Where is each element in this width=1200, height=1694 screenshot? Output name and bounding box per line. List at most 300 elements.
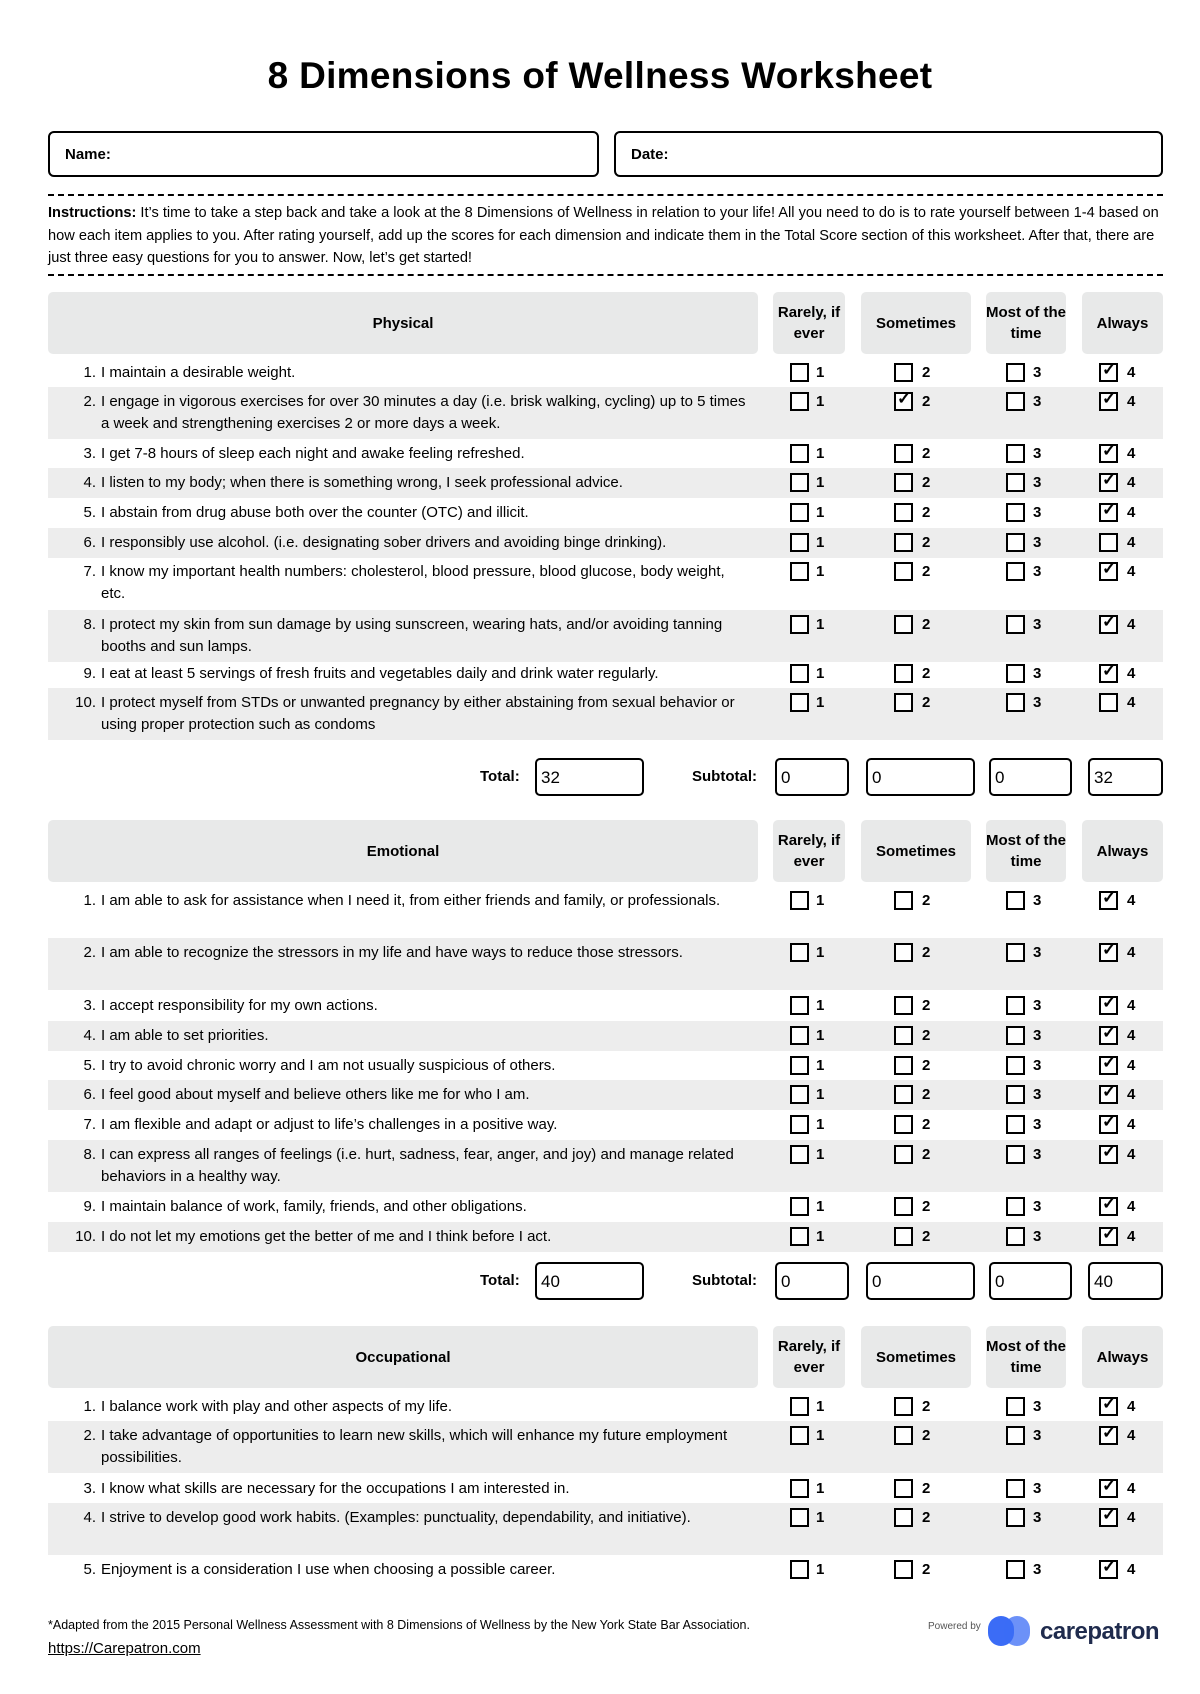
rating-value: 2	[922, 944, 931, 961]
item-text: I eat at least 5 servings of fresh fruits and vegetables daily and drink water regularly.	[101, 665, 659, 682]
column-header: Sometimes	[861, 292, 971, 354]
rating-checkbox[interactable]	[894, 1145, 913, 1164]
list-item	[70, 1226, 750, 1248]
rating-checkbox[interactable]	[1006, 693, 1025, 712]
rating-value: 4	[1127, 1398, 1136, 1415]
rating-checkbox[interactable]	[790, 473, 809, 492]
rating-checkbox[interactable]	[790, 363, 809, 382]
rating-checkbox[interactable]	[1099, 444, 1118, 463]
item-text: I protect myself from STDs or unwanted pregnancy by either abstaining from sexual behavior or using proper protection such as condoms	[101, 694, 735, 733]
date-label: Date:	[631, 146, 669, 163]
rating-checkbox[interactable]	[1099, 996, 1118, 1015]
rating-checkbox[interactable]	[1006, 562, 1025, 581]
rating-checkbox[interactable]	[1099, 1560, 1118, 1579]
rating-value: 1	[816, 563, 825, 580]
name-field[interactable]	[48, 131, 599, 177]
rating-checkbox[interactable]	[894, 473, 913, 492]
rating-checkbox[interactable]	[1006, 392, 1025, 411]
rating-value: 1	[816, 534, 825, 551]
rating-value: 4	[1127, 944, 1136, 961]
rating-value: 3	[1033, 616, 1042, 633]
item-text: I am able to set priorities.	[101, 1027, 269, 1044]
rating-checkbox[interactable]	[894, 444, 913, 463]
item-text: I am able to ask for assistance when I need it, from either friends and family, or professionals.	[101, 892, 721, 909]
rating-value: 2	[922, 1198, 931, 1215]
rating-checkbox[interactable]	[790, 1026, 809, 1045]
item-text: I can express all ranges of feelings (i.e. hurt, sadness, fear, anger, and joy) and manage related behaviors in a healthy way.	[101, 1146, 734, 1185]
rating-checkbox[interactable]	[790, 693, 809, 712]
rating-checkbox[interactable]	[1099, 1397, 1118, 1416]
rating-checkbox[interactable]	[1099, 615, 1118, 634]
rating-value: 1	[816, 504, 825, 521]
rating-checkbox[interactable]	[1099, 664, 1118, 683]
rating-value: 3	[1033, 1116, 1042, 1133]
item-number: 1.	[83, 364, 96, 381]
list-item	[70, 663, 750, 685]
section-header-physical: Physical	[48, 292, 758, 354]
rating-checkbox[interactable]	[1006, 1056, 1025, 1075]
list-item	[70, 391, 750, 435]
rating-checkbox[interactable]	[894, 615, 913, 634]
rating-checkbox[interactable]	[894, 891, 913, 910]
column-header: Rarely, if ever	[773, 820, 845, 882]
item-text: I know what skills are necessary for the occupations I am interested in.	[101, 1480, 570, 1497]
rating-checkbox[interactable]	[894, 392, 913, 411]
rating-value: 1	[816, 1027, 825, 1044]
rating-value: 3	[1033, 563, 1042, 580]
rating-checkbox[interactable]	[790, 996, 809, 1015]
rating-value: 3	[1033, 997, 1042, 1014]
rating-checkbox[interactable]	[1099, 533, 1118, 552]
item-text: I responsibly use alcohol. (i.e. designating sober drivers and avoiding binge drinking).	[101, 534, 667, 551]
rating-value: 3	[1033, 364, 1042, 381]
column-header: Sometimes	[861, 820, 971, 882]
rating-checkbox[interactable]	[894, 1056, 913, 1075]
list-item	[70, 614, 750, 658]
rating-checkbox[interactable]	[1099, 562, 1118, 581]
rating-checkbox[interactable]	[894, 943, 913, 962]
rating-checkbox[interactable]	[1006, 1227, 1025, 1246]
rating-checkbox[interactable]	[1006, 1397, 1025, 1416]
rating-value: 4	[1127, 1509, 1136, 1526]
list-item	[70, 1559, 750, 1581]
rating-checkbox[interactable]	[894, 1026, 913, 1045]
rating-checkbox[interactable]	[790, 1479, 809, 1498]
rating-value: 4	[1127, 474, 1136, 491]
rating-value: 3	[1033, 474, 1042, 491]
rating-value: 1	[816, 1086, 825, 1103]
subtotal-field[interactable]: 40	[1088, 1262, 1163, 1300]
subtotal-field[interactable]: 0	[989, 1262, 1072, 1300]
rating-value: 3	[1033, 534, 1042, 551]
item-text: I engage in vigorous exercises for over 30 minutes a day (i.e. brisk walking, cycling) up to 5 times a week and strengthening exercises 2 or more days a week.	[101, 393, 746, 432]
rating-checkbox[interactable]	[790, 392, 809, 411]
rating-value: 3	[1033, 504, 1042, 521]
item-text: I try to avoid chronic worry and I am not usually suspicious of others.	[101, 1057, 556, 1074]
rating-value: 2	[922, 1027, 931, 1044]
rating-checkbox[interactable]	[790, 664, 809, 683]
rating-checkbox[interactable]	[1099, 1115, 1118, 1134]
rating-value: 2	[922, 534, 931, 551]
rating-value: 1	[816, 665, 825, 682]
rating-value: 2	[922, 364, 931, 381]
rating-value: 2	[922, 1146, 931, 1163]
rating-value: 2	[922, 393, 931, 410]
rating-value: 1	[816, 474, 825, 491]
rating-checkbox[interactable]	[1099, 891, 1118, 910]
rating-value: 1	[816, 1561, 825, 1578]
instructions-body: It’s time to take a step back and take a look at the 8 Dimensions of Wellness in relation to your life! All you need to do is to rate yourself between 1-4 based on how each item applies to you. After rating yourself, add up the scores for each dimension and indicate them in the Total Score section of this worksheet. After that, there are just three easy questions for you to answer. Now, let’s get started!	[48, 205, 1159, 266]
rating-checkbox[interactable]	[894, 996, 913, 1015]
rating-checkbox[interactable]	[1006, 533, 1025, 552]
item-text: I get 7-8 hours of sleep each night and awake feeling refreshed.	[101, 445, 525, 462]
rating-value: 2	[922, 1116, 931, 1133]
rating-value: 1	[816, 1198, 825, 1215]
list-item	[70, 472, 750, 494]
rating-value: 2	[922, 474, 931, 491]
rating-value: 3	[1033, 1086, 1042, 1103]
rating-value: 2	[922, 1480, 931, 1497]
item-text: I take advantage of opportunities to learn new skills, which will enhance my future employment possibilities.	[101, 1427, 728, 1466]
total-field[interactable]: 40	[535, 1262, 644, 1300]
rating-checkbox[interactable]	[894, 664, 913, 683]
instructions-heading: Instructions:	[48, 205, 137, 221]
item-number: 3.	[83, 997, 96, 1014]
date-field[interactable]	[614, 131, 1163, 177]
rating-value: 4	[1127, 504, 1136, 521]
footer-note: *Adapted from the 2015 Personal Wellness Assessment with 8 Dimensions of Wellness by the New York State Bar Association.	[48, 1618, 750, 1632]
rating-value: 4	[1127, 364, 1136, 381]
item-number: 2.	[83, 1427, 96, 1444]
rating-checkbox[interactable]	[1099, 1026, 1118, 1045]
item-number: 9.	[83, 1198, 96, 1215]
item-text: I listen to my body; when there is something wrong, I seek professional advice.	[101, 474, 623, 491]
rating-value: 2	[922, 997, 931, 1014]
rating-value: 1	[816, 1398, 825, 1415]
item-number: 5.	[83, 1057, 96, 1074]
rating-value: 3	[1033, 1057, 1042, 1074]
rating-value: 2	[922, 1427, 931, 1444]
instructions	[48, 202, 1163, 270]
rating-value: 3	[1033, 1561, 1042, 1578]
rating-checkbox[interactable]	[790, 1560, 809, 1579]
column-header: Always	[1082, 820, 1163, 882]
rating-value: 1	[816, 694, 825, 711]
subtotal-label: Subtotal:	[692, 1272, 757, 1289]
name-label: Name:	[65, 146, 111, 163]
rating-value: 4	[1127, 393, 1136, 410]
rating-checkbox[interactable]	[894, 533, 913, 552]
rating-value: 1	[816, 445, 825, 462]
rating-checkbox[interactable]	[1006, 996, 1025, 1015]
rating-value: 3	[1033, 1228, 1042, 1245]
rating-value: 4	[1127, 1228, 1136, 1245]
rating-checkbox[interactable]	[790, 444, 809, 463]
rating-checkbox[interactable]	[1006, 1197, 1025, 1216]
rating-value: 3	[1033, 665, 1042, 682]
subtotal-field[interactable]: 0	[775, 758, 849, 796]
rating-value: 1	[816, 1509, 825, 1526]
rating-checkbox[interactable]	[894, 1508, 913, 1527]
section-header-occupational: Occupational	[48, 1326, 758, 1388]
rating-checkbox[interactable]	[1006, 1508, 1025, 1527]
item-number: 8.	[83, 616, 96, 633]
rating-value: 4	[1127, 1561, 1136, 1578]
rating-value: 2	[922, 616, 931, 633]
rating-value: 4	[1127, 997, 1136, 1014]
list-item	[70, 1025, 750, 1047]
item-text: I balance work with play and other aspects of my life.	[101, 1398, 453, 1415]
item-text: I do not let my emotions get the better of me and I think before I act.	[101, 1228, 552, 1245]
list-item	[70, 1055, 750, 1077]
item-number: 5.	[83, 504, 96, 521]
item-number: 7.	[83, 563, 96, 580]
rating-checkbox[interactable]	[1006, 664, 1025, 683]
divider	[48, 194, 1163, 196]
carepatron-logo-icon	[988, 1614, 1034, 1648]
rating-value: 1	[816, 1228, 825, 1245]
list-item	[70, 1396, 750, 1418]
rating-checkbox[interactable]	[1006, 1115, 1025, 1134]
column-header: Rarely, if ever	[773, 1326, 845, 1388]
rating-checkbox[interactable]	[1006, 1426, 1025, 1445]
rating-checkbox[interactable]	[1006, 1026, 1025, 1045]
rating-value: 1	[816, 1057, 825, 1074]
item-text: I feel good about myself and believe others like me for who I am.	[101, 1086, 530, 1103]
column-header: Always	[1082, 1326, 1163, 1388]
rating-checkbox[interactable]	[1006, 1560, 1025, 1579]
rating-value: 2	[922, 694, 931, 711]
rating-value: 1	[816, 364, 825, 381]
rating-checkbox[interactable]	[1006, 943, 1025, 962]
rating-checkbox[interactable]	[790, 615, 809, 634]
rating-value: 1	[816, 393, 825, 410]
rating-value: 4	[1127, 665, 1136, 682]
rating-checkbox[interactable]	[790, 1508, 809, 1527]
item-number: 4.	[83, 1027, 96, 1044]
rating-checkbox[interactable]	[790, 503, 809, 522]
rating-checkbox[interactable]	[1099, 693, 1118, 712]
rating-checkbox[interactable]	[1006, 1479, 1025, 1498]
rating-checkbox[interactable]	[894, 363, 913, 382]
item-text: Enjoyment is a consideration I use when choosing a possible career.	[101, 1561, 556, 1578]
rating-value: 2	[922, 892, 931, 909]
subtotal-field[interactable]: 32	[1088, 758, 1163, 796]
rating-value: 3	[1033, 892, 1042, 909]
section-header-emotional: Emotional	[48, 820, 758, 882]
item-text: I am able to recognize the stressors in my life and have ways to reduce those stressors.	[101, 944, 683, 961]
rating-value: 3	[1033, 1027, 1042, 1044]
rating-value: 4	[1127, 1116, 1136, 1133]
rating-value: 3	[1033, 393, 1042, 410]
list-item	[70, 443, 750, 465]
list-item	[70, 1196, 750, 1218]
rating-value: 1	[816, 616, 825, 633]
item-text: I abstain from drug abuse both over the counter (OTC) and illicit.	[101, 504, 529, 521]
rating-checkbox[interactable]	[1099, 1056, 1118, 1075]
rating-value: 4	[1127, 1086, 1136, 1103]
rating-value: 2	[922, 563, 931, 580]
rating-checkbox[interactable]	[894, 1426, 913, 1445]
rating-checkbox[interactable]	[790, 1115, 809, 1134]
item-number: 3.	[83, 1480, 96, 1497]
rating-value: 3	[1033, 1427, 1042, 1444]
rating-checkbox[interactable]	[894, 1115, 913, 1134]
rating-checkbox[interactable]	[1099, 1145, 1118, 1164]
rating-checkbox[interactable]	[790, 1085, 809, 1104]
subtotal-field[interactable]: 0	[989, 758, 1072, 796]
subtotal-field[interactable]: 0	[866, 758, 975, 796]
rating-checkbox[interactable]	[894, 1197, 913, 1216]
rating-value: 2	[922, 1228, 931, 1245]
rating-checkbox[interactable]	[1006, 1145, 1025, 1164]
item-number: 6.	[83, 534, 96, 551]
rating-checkbox[interactable]	[1099, 1426, 1118, 1445]
list-item	[70, 532, 750, 554]
list-item	[70, 942, 750, 964]
rating-checkbox[interactable]	[894, 562, 913, 581]
list-item	[70, 1084, 750, 1106]
column-header: Always	[1082, 292, 1163, 354]
rating-checkbox[interactable]	[790, 1056, 809, 1075]
list-item	[70, 1144, 750, 1188]
rating-checkbox[interactable]	[1099, 1085, 1118, 1104]
item-number: 5.	[83, 1561, 96, 1578]
rating-checkbox[interactable]	[790, 1397, 809, 1416]
rating-checkbox[interactable]	[1099, 1508, 1118, 1527]
list-item	[70, 362, 750, 384]
item-number: 9.	[83, 665, 96, 682]
rating-value: 3	[1033, 445, 1042, 462]
rating-checkbox[interactable]	[1006, 363, 1025, 382]
list-item	[70, 1425, 750, 1469]
rating-checkbox[interactable]	[894, 1227, 913, 1246]
rating-value: 2	[922, 1057, 931, 1074]
item-number: 1.	[83, 892, 96, 909]
rating-value: 1	[816, 892, 825, 909]
rating-checkbox[interactable]	[894, 503, 913, 522]
item-number: 10.	[75, 1228, 96, 1245]
rating-value: 3	[1033, 1480, 1042, 1497]
item-text: I know my important health numbers: cholesterol, blood pressure, blood glucose, body weight, etc.	[101, 563, 725, 602]
column-header: Most of the time	[986, 820, 1066, 882]
page-title: 8 Dimensions of Wellness Worksheet	[267, 55, 933, 96]
rating-value: 3	[1033, 1398, 1042, 1415]
rating-checkbox[interactable]	[1099, 392, 1118, 411]
item-number: 4.	[83, 474, 96, 491]
footer-link[interactable]: https://Carepatron.com	[48, 1640, 201, 1657]
rating-checkbox[interactable]	[1099, 1479, 1118, 1498]
rating-value: 4	[1127, 1198, 1136, 1215]
column-header: Sometimes	[861, 1326, 971, 1388]
rating-value: 3	[1033, 1198, 1042, 1215]
rating-value: 2	[922, 1398, 931, 1415]
rating-value: 1	[816, 997, 825, 1014]
rating-checkbox[interactable]	[790, 562, 809, 581]
rating-checkbox[interactable]	[894, 1397, 913, 1416]
column-header: Most of the time	[986, 292, 1066, 354]
item-text: I am flexible and adapt or adjust to life’s challenges in a positive way.	[101, 1116, 558, 1133]
rating-checkbox[interactable]	[894, 693, 913, 712]
rating-value: 3	[1033, 1509, 1042, 1526]
rating-checkbox[interactable]	[1006, 503, 1025, 522]
rating-checkbox[interactable]	[1006, 891, 1025, 910]
item-number: 2.	[83, 944, 96, 961]
rating-checkbox[interactable]	[790, 1227, 809, 1246]
rating-value: 4	[1127, 563, 1136, 580]
rating-checkbox[interactable]	[1006, 615, 1025, 634]
list-item	[70, 890, 750, 912]
item-text: I strive to develop good work habits. (Examples: punctuality, dependability, and initiative).	[101, 1509, 691, 1526]
item-number: 7.	[83, 1116, 96, 1133]
rating-checkbox[interactable]	[1099, 363, 1118, 382]
rating-value: 1	[816, 1146, 825, 1163]
rating-value: 4	[1127, 694, 1136, 711]
rating-value: 2	[922, 1509, 931, 1526]
item-text: I maintain balance of work, family, friends, and other obligations.	[101, 1198, 527, 1215]
total-label: Total:	[480, 1272, 520, 1289]
subtotal-field[interactable]: 0	[775, 1262, 849, 1300]
rating-value: 2	[922, 665, 931, 682]
rating-checkbox[interactable]	[1099, 503, 1118, 522]
rating-value: 1	[816, 1116, 825, 1133]
rating-checkbox[interactable]	[790, 1426, 809, 1445]
list-item	[70, 1478, 750, 1500]
rating-value: 1	[816, 1480, 825, 1497]
list-item	[70, 995, 750, 1017]
list-item	[70, 1114, 750, 1136]
rating-checkbox[interactable]	[790, 943, 809, 962]
rating-value: 2	[922, 1086, 931, 1103]
rating-checkbox[interactable]	[1006, 1085, 1025, 1104]
rating-checkbox[interactable]	[894, 1085, 913, 1104]
rating-checkbox[interactable]	[1006, 473, 1025, 492]
rating-value: 2	[922, 1561, 931, 1578]
rating-checkbox[interactable]	[790, 891, 809, 910]
powered-by-label: Powered by	[928, 1621, 981, 1632]
rating-checkbox[interactable]	[1099, 473, 1118, 492]
rating-checkbox[interactable]	[1006, 444, 1025, 463]
rating-checkbox[interactable]	[894, 1560, 913, 1579]
rating-checkbox[interactable]	[894, 1479, 913, 1498]
rating-value: 4	[1127, 1480, 1136, 1497]
rating-value: 3	[1033, 944, 1042, 961]
item-number: 8.	[83, 1146, 96, 1163]
rating-value: 4	[1127, 616, 1136, 633]
item-number: 6.	[83, 1086, 96, 1103]
rating-value: 4	[1127, 1427, 1136, 1444]
rating-checkbox[interactable]	[1099, 1227, 1118, 1246]
column-header: Most of the time	[986, 1326, 1066, 1388]
rating-checkbox[interactable]	[1099, 943, 1118, 962]
list-item	[70, 561, 750, 605]
total-field[interactable]: 32	[535, 758, 644, 796]
rating-value: 4	[1127, 1146, 1136, 1163]
rating-value: 4	[1127, 445, 1136, 462]
subtotal-field[interactable]: 0	[866, 1262, 975, 1300]
rating-checkbox[interactable]	[790, 1145, 809, 1164]
carepatron-logo-text: carepatron	[1040, 1618, 1160, 1645]
list-item	[70, 1507, 750, 1529]
list-item	[70, 692, 750, 736]
divider	[48, 274, 1163, 276]
rating-value: 4	[1127, 1027, 1136, 1044]
rating-checkbox[interactable]	[790, 1197, 809, 1216]
rating-checkbox[interactable]	[1099, 1197, 1118, 1216]
item-text: I maintain a desirable weight.	[101, 364, 296, 381]
rating-checkbox[interactable]	[790, 533, 809, 552]
rating-value: 1	[816, 1427, 825, 1444]
